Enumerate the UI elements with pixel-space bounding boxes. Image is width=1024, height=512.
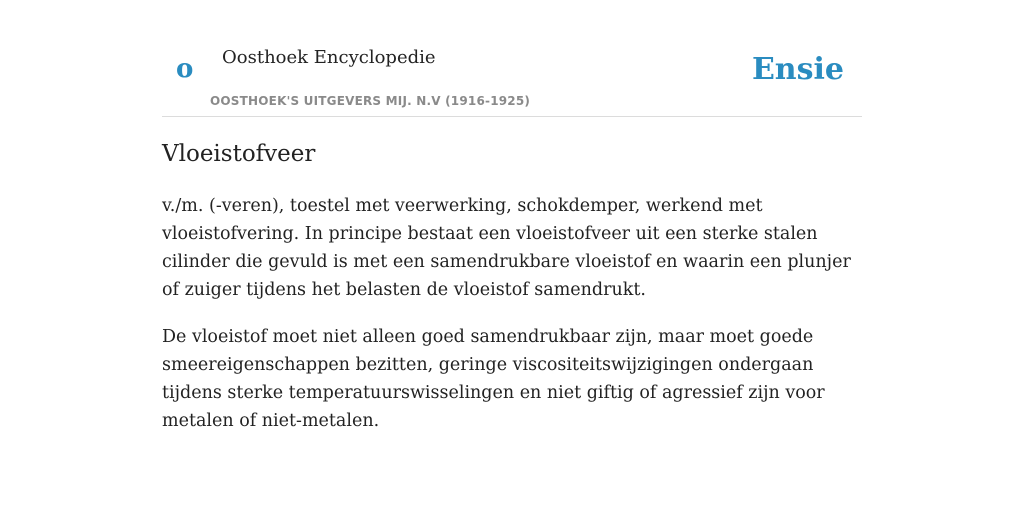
site-title-link[interactable]: Oosthoek Encyclopedie bbox=[222, 47, 436, 68]
page-container bbox=[162, 0, 862, 512]
entry-paragraph: v./m. (-veren), toestel met veerwerking, schokdemper, werkend met vloeistofvering. In principe bestaat een vloeistofveer uit een sterke stalen cilinder die gevuld is met een samendrukbare vloeistof en waarin een plunjer of zuiger tijdens het belasten de vloeistof samendrukt. bbox=[162, 196, 851, 300]
page-header bbox=[162, 0, 862, 117]
ensie-logo-link[interactable]: Ensie bbox=[751, 52, 844, 87]
oosthoek-logo-icon[interactable]: o bbox=[176, 54, 194, 84]
entry-paragraph: De vloeistof moet niet alleen goed samendrukbaar zijn, maar moet goede smeereigenschappen bezitten, geringe viscositeitswijzigingen ondergaan tijdens sterke temperatuurswisselingen en niet giftig of agressief zijn voor metalen of niet-metalen. bbox=[162, 327, 825, 431]
publisher-subtitle: OOSTHOEK'S UITGEVERS MIJ. N.V (1916-1925) bbox=[210, 94, 531, 108]
entry-body bbox=[162, 192, 862, 454]
entry-title: Vloeistofveer bbox=[162, 141, 316, 167]
